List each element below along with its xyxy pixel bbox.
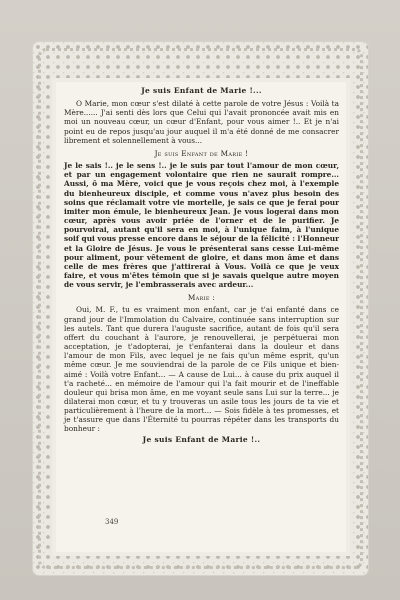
closing-line: Je suis Enfant de Marie !.. — [142, 434, 261, 444]
heading-1: Je suis Enfant de Marie !... — [141, 86, 262, 95]
paragraph-3: Oui, M. F., tu es vraiment mon enfant, car je t'ai enfanté dans ce grand jour de l'Immolation du Calvaire, continuée sans interruption sur les autels. Tant que durera l'auguste sacrifice, autant de fois qu'il sera offert du couchant à l'aurore, je renouvellerai, je perpétuerai mon acceptation, je t'adopterai, je t'enfanterai dans la douleur et dans l'amour de mon Fils, avec lequel je ne fais qu'un même esprit, qu'un même cœur. Je me souviendrai de la parole de ce Fils unique et bien-aimé : Voilà votre Enfant... — A cause de Lui... à cause du prix auquel il t'a racheté... en mémoire de l'amour qui l'a fait mourir et de l'ineffable douleur qui brisa mon âme, en me voyant seule sans Lui sur la terre... je dilaterai mon cœur, et tu y trouveras un asile tous les jours de ta vie et particulièrement à l'heure de la mort... — Sois fidèle à tes promesses, et je t'assure que dans l'Éternité tu pourras répéter dans les transports du bonheur : — [64, 305, 339, 434]
heading-2: Je suis Enfant de Marie ! — [154, 148, 249, 158]
card-text — [64, 86, 339, 546]
heading-3: Marie : — [187, 293, 216, 303]
paragraph-1: O Marie, mon cœur s'est dilaté à cette parole de votre Jésus : Voilà ta Mère...... J'ai senti dès lors que Celui qui l'avait prononcée avait mis en moi un nouveau cœur, un cœur d'Enfant, pour vous aimer !.. Et je n'ai point eu de repos jusqu'au jour auquel il m'a été donné de me consacrer librement et solennellement à vous... — [64, 99, 339, 145]
paragraph-2: Je le sais !.. je le sens !.. je le suis par tout l'amour de mon cœur, et par un engagement volontaire que rien ne saurait rompre... Aussi, ô ma Mère, voici que je vous reçois chez moi, à l'exemple du bienheureux disciple, et comme vous n'avez plus besoin des soins que réclamait votre vie mortelle, je sais ce que je ferai pour imiter mon émule, le bienheureux Jean. Je vous logerai dans mon cœur, après vous avoir priée de l'orner et de le purifier. Je pourvoirai, autant qu'il sera en moi, à l'unique faim, à l'unique soif qui vous presse encore dans le séjour de la félicité : l'Honneur et la Gloire de Jésus. Je vous le présenterai sans cesse Lui-même pour aliment, pour vêtement de gloire, et dans mon âme et dans celle de mes frères que j'attirerai à Vous. Voilà ce que je veux faire, et vous m'êtes témoin que si je savais quelque autre moyen de vous servir, je l'embrasserais avec ardeur... — [64, 161, 339, 290]
page-number: 349 — [105, 518, 119, 526]
